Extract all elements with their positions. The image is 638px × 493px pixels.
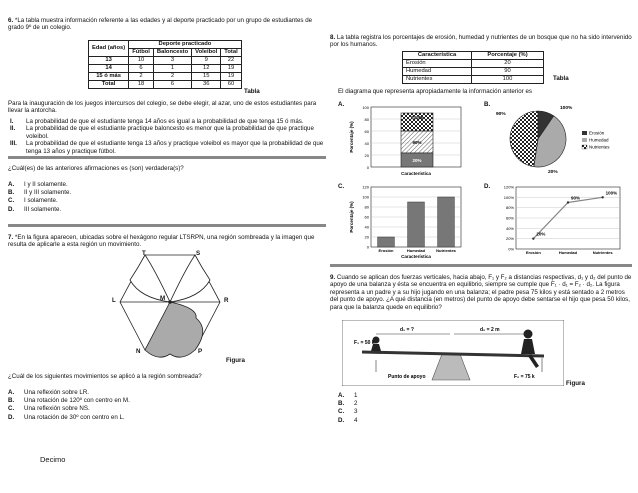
option-letter: A. xyxy=(8,389,15,396)
chart-d-tick: 100% xyxy=(503,194,514,200)
option-text: Una reflexión sobre NS. xyxy=(24,405,90,413)
option-letter: B. xyxy=(338,400,345,408)
q8-option-a-letter[interactable]: A. xyxy=(338,101,345,108)
q9-intro-text: Cuando se aplican dos fuerzas verticales, hacia abajo, F₁ y F₂ a distancias respectivas, d₁ y d₂ del punto de apoyo de una balanza y ésta se encuentra en equilibrio, siempre se cumple que F₁ · d₁ = F₂ · d₂. La figura representa a un padre y a su hijo jugando en una balanza; el padre pesa 75 kilos y está sentado a 2 metros del punto de apoyo. ¿A qué distancia (en metros) del punto de apoyo debe sentarse el hijo que pesa 50 kilos, para que la balanza quede en equilibrio? xyxy=(330,274,632,311)
table-row xyxy=(403,76,544,84)
chart-c-xlabel: Característica xyxy=(401,254,431,259)
chart-a-label: 20% xyxy=(412,158,422,163)
q7-figure-caption: Figura xyxy=(226,357,245,364)
chart-d-point xyxy=(567,201,569,203)
divider xyxy=(8,224,326,227)
q8-intro-text: La tabla registra los porcentajes de erosión, humedad y nutrientes de un bosque que no ha sido intervenido por los humanos. xyxy=(330,34,632,49)
q7-option-a[interactable] xyxy=(8,389,130,397)
q6-statement xyxy=(10,118,326,125)
q8-chart-b[interactable] xyxy=(496,103,636,175)
chart-a-ylabel: Porcentaje (%) xyxy=(349,121,354,153)
q8-chart-d[interactable] xyxy=(496,183,628,261)
q6-table xyxy=(88,40,242,89)
q8-option-c-letter[interactable]: C. xyxy=(338,183,345,190)
q8-table xyxy=(402,51,544,84)
option-letter: B. xyxy=(8,397,15,405)
q6-option-d[interactable] xyxy=(8,206,71,214)
q8-chart-c[interactable] xyxy=(345,185,465,259)
chart-d-tick: 60% xyxy=(505,215,514,221)
chart-a-tick: 100 xyxy=(362,105,369,110)
q6-header: Total xyxy=(221,49,241,57)
q7-label-p: P xyxy=(198,348,203,355)
chart-c-tick: 40 xyxy=(364,224,369,230)
q6-cell: 1 xyxy=(153,65,191,73)
q7-hexagon-figure xyxy=(100,250,240,368)
option-text: 4 xyxy=(354,416,358,424)
q9-intro xyxy=(330,274,632,311)
chart-c-tick: 80 xyxy=(364,204,369,210)
q9-option-c[interactable] xyxy=(338,408,357,416)
q6-statement-text: La probabilidad de que el estudiante tenga 13 años y practique voleibol es mayor que la probabilidad de que tenga 13 años y practique fútbol. xyxy=(26,140,324,155)
table-row xyxy=(89,73,242,81)
label-pivot: Punto de apoyo xyxy=(388,374,426,380)
q6-cell: 3 xyxy=(153,57,191,65)
q8-option-d-letter[interactable]: D. xyxy=(484,183,491,190)
q7-intro xyxy=(8,234,326,249)
chart-c-category: Nutrientes xyxy=(436,248,456,253)
q7-label-l: L xyxy=(112,297,116,304)
chart-a-tick: 60 xyxy=(364,129,369,134)
chart-c-category: Erosión xyxy=(378,248,394,253)
chart-a-tick: 80 xyxy=(364,117,369,122)
q7-label-t: T xyxy=(142,250,146,257)
q6-age-cell: Total xyxy=(89,81,129,89)
label-f1: F₁ = 50 k xyxy=(354,340,375,346)
label-d2: d₂ = 2 m xyxy=(480,327,500,333)
chart-b-pie xyxy=(510,111,566,167)
q8-cell: 90 xyxy=(472,68,544,76)
q7-number: 7. xyxy=(8,234,14,241)
q9-seesaw-figure xyxy=(342,320,564,386)
chart-c-tick: 20 xyxy=(364,234,369,240)
option-letter: D. xyxy=(8,413,15,421)
chart-d-category: Erosión xyxy=(525,250,541,255)
chart-d-label: 20% xyxy=(536,231,546,237)
chart-c-ylabel: Porcentaje (%) xyxy=(349,201,354,233)
q8-question: El diagrama que representa apropiadamente la información anterior es xyxy=(338,88,532,95)
q9-options xyxy=(338,392,357,425)
divider xyxy=(8,156,326,159)
chart-c-bar xyxy=(438,197,455,247)
q6-cell: 15 xyxy=(192,73,221,81)
option-text: I y II solamente. xyxy=(24,181,68,188)
q8-cell: 100 xyxy=(472,76,544,84)
table-row xyxy=(89,65,242,73)
chart-c-bar xyxy=(378,237,395,247)
q8-cell: Nutrientes xyxy=(403,76,472,84)
legend-swatch-erosion xyxy=(582,131,587,135)
option-text: II y III solamente. xyxy=(24,189,72,197)
option-text: I solamente. xyxy=(24,197,58,205)
q8-header: Característica xyxy=(403,52,472,60)
chart-a-xlabel: Característica xyxy=(401,171,431,176)
chart-b-label: 90% xyxy=(496,112,506,117)
q6-cell: 2 xyxy=(129,73,154,81)
q6-context: Para la inauguración de los juegos intercursos del colegio, se debe elegir, al azar, uno de estos estudiantes para llevar la antorcha. xyxy=(8,100,317,115)
option-letter: C. xyxy=(338,408,345,416)
q9-number: 9. xyxy=(330,274,336,281)
chart-d-category: Nutrientes xyxy=(592,250,613,255)
q7-option-d[interactable] xyxy=(8,414,130,422)
option-text: 3 xyxy=(354,408,358,416)
q6-age-cell: 13 xyxy=(89,57,129,65)
q7-option-b[interactable] xyxy=(8,397,130,405)
q9-option-a[interactable] xyxy=(338,392,357,400)
q9-figure-caption: Figura xyxy=(566,380,585,387)
q6-question: ¿Cuál(es) de las anteriores afirmaciones es (son) verdadera(s)? xyxy=(8,165,184,172)
q8-header: Porcentaje (%) xyxy=(472,52,544,60)
q6-header: Fútbol xyxy=(129,49,154,57)
chart-d-tick: 0% xyxy=(508,246,514,252)
q6-statement-text: La probabilidad de que el estudiante practique baloncesto es menor que la probabilidad de que practique voleibol. xyxy=(26,125,314,140)
q6-table-caption: Tabla xyxy=(244,88,260,95)
chart-d-point xyxy=(532,237,534,239)
divider xyxy=(330,264,632,267)
chart-c-bar xyxy=(408,202,425,247)
q6-age-cell: 15 ó más xyxy=(89,73,129,81)
q6-col-age: Edad (años) xyxy=(89,41,129,57)
q8-option-b-letter[interactable]: B. xyxy=(484,101,491,108)
chart-b-label: 20% xyxy=(548,170,558,175)
q6-statement-num: III. xyxy=(10,140,17,148)
q8-table-caption: Tabla xyxy=(553,75,569,82)
table-row xyxy=(89,81,242,89)
q7-options xyxy=(8,389,130,422)
q7-label-r: R xyxy=(224,297,229,304)
q6-header: Voleibol xyxy=(192,49,221,57)
q6-cell: 6 xyxy=(129,65,154,73)
option-text: 1 xyxy=(354,392,358,399)
footer-label: Decimo xyxy=(40,455,66,464)
option-letter: C. xyxy=(8,405,15,413)
q8-cell: Humedad xyxy=(403,68,472,76)
chart-b-legend: Nutrientes xyxy=(589,144,610,150)
q6-option-b[interactable] xyxy=(8,189,71,197)
q8-number: 8. xyxy=(330,34,336,41)
q6-number: 6. xyxy=(8,17,14,24)
chart-a-tick: 0 xyxy=(366,165,369,170)
chart-b-legend: Erosión xyxy=(589,130,605,136)
q6-age-cell: 14 xyxy=(89,65,129,73)
q6-option-a[interactable] xyxy=(8,181,71,189)
q8-intro xyxy=(330,34,632,49)
q6-cell: 10 xyxy=(129,57,154,65)
chart-b-slice xyxy=(510,111,538,167)
chart-d-tick: 80% xyxy=(505,205,514,211)
chart-d-tick: 40% xyxy=(505,225,514,231)
chart-d-tick: 120% xyxy=(503,184,514,190)
option-text: III solamente. xyxy=(24,205,62,213)
q6-header: Baloncesto xyxy=(153,49,191,57)
chart-d-label: 90% xyxy=(571,195,581,201)
chart-b-label: 100% xyxy=(560,106,573,111)
q6-statement xyxy=(10,140,326,155)
q6-cell: 6 xyxy=(153,81,191,89)
option-letter: D. xyxy=(8,205,15,213)
chart-d-tick: 20% xyxy=(505,236,514,242)
q7-option-c[interactable] xyxy=(8,405,130,413)
chart-a-label: 90% xyxy=(412,140,422,145)
q6-statement-num: I. xyxy=(10,118,14,125)
label-f2: F₂ = 75 k xyxy=(514,374,535,380)
chart-b-legend: Humedad xyxy=(589,137,609,143)
q6-intro xyxy=(8,17,326,32)
q8-cell: Erosión xyxy=(403,60,472,68)
q6-cell: 22 xyxy=(221,57,241,65)
q6-statement xyxy=(10,125,326,140)
q6-cell: 12 xyxy=(192,65,221,73)
option-text: Una rotación de 120º con centro en M. xyxy=(24,397,130,405)
q6-cell: 19 xyxy=(221,65,241,73)
q9-option-b[interactable] xyxy=(338,400,357,408)
option-letter: B. xyxy=(8,189,15,197)
option-text: Una rotación de 30º con centro en L. xyxy=(24,413,125,421)
q6-statements xyxy=(10,118,326,155)
chart-c-tick: 60 xyxy=(364,214,369,220)
q6-cell: 18 xyxy=(129,81,154,89)
chart-c-tick: 120 xyxy=(362,185,369,190)
table-row xyxy=(403,68,544,76)
option-letter: D. xyxy=(338,416,345,424)
chart-d-label: 100% xyxy=(605,190,618,196)
chart-c-category: Humedad xyxy=(406,248,426,253)
chart-d-point xyxy=(601,196,603,198)
option-letter: A. xyxy=(338,392,345,399)
q6-cell: 19 xyxy=(221,73,241,81)
q6-intro-text: *La tabla muestra información referente a las edades y al deporte practicado por un grupo de estudiantes de grado 9º de un colegio. xyxy=(8,17,313,32)
option-letter: A. xyxy=(8,181,15,188)
legend-swatch-nutrientes xyxy=(582,145,587,149)
q7-label-m: M xyxy=(160,295,166,302)
chart-a-label: 100% xyxy=(411,115,423,120)
q6-cell: 36 xyxy=(192,81,221,89)
chart-c-tick: 0 xyxy=(366,244,369,250)
option-text: Una reflexión sobre LR. xyxy=(24,389,90,396)
label-d1: d₁ = ? xyxy=(400,327,414,333)
q6-statement-text: La probabilidad de que el estudiante tenga 14 años es igual a la probabilidad de que tenga 15 ó más. xyxy=(26,118,304,125)
q6-group-header: Deporte practicado xyxy=(129,41,242,49)
table-row xyxy=(403,60,544,68)
q8-cell: 20 xyxy=(472,60,544,68)
q8-chart-a[interactable] xyxy=(345,103,465,177)
q7-question: ¿Cuál de los siguientes movimientos se aplicó a la región sombreada? xyxy=(8,373,202,380)
legend-swatch-humedad xyxy=(582,138,587,142)
table-row xyxy=(89,57,242,65)
q6-cell: 2 xyxy=(153,73,191,81)
chart-a-tick: 20 xyxy=(364,153,369,158)
q7-label-s: S xyxy=(196,250,201,257)
q6-cell: 60 xyxy=(221,81,241,89)
q9-option-d[interactable] xyxy=(338,417,357,425)
q6-options xyxy=(8,181,71,214)
chart-a-tick: 40 xyxy=(364,141,369,146)
q6-statement-num: II. xyxy=(10,125,16,133)
option-text: 2 xyxy=(354,400,358,408)
chart-c-tick: 100 xyxy=(362,194,369,200)
q7-intro-text: *En la figura aparecen, ubicadas sobre el hexágono regular LTSRPN, una región sombreada y la imagen que resulta de aplicarle a esta región un movimiento. xyxy=(8,234,315,249)
option-letter: C. xyxy=(8,197,15,205)
chart-d-category: Humedad xyxy=(558,250,578,255)
q6-option-c[interactable] xyxy=(8,197,71,205)
q6-cell: 9 xyxy=(192,57,221,65)
q7-label-n: N xyxy=(136,348,141,355)
